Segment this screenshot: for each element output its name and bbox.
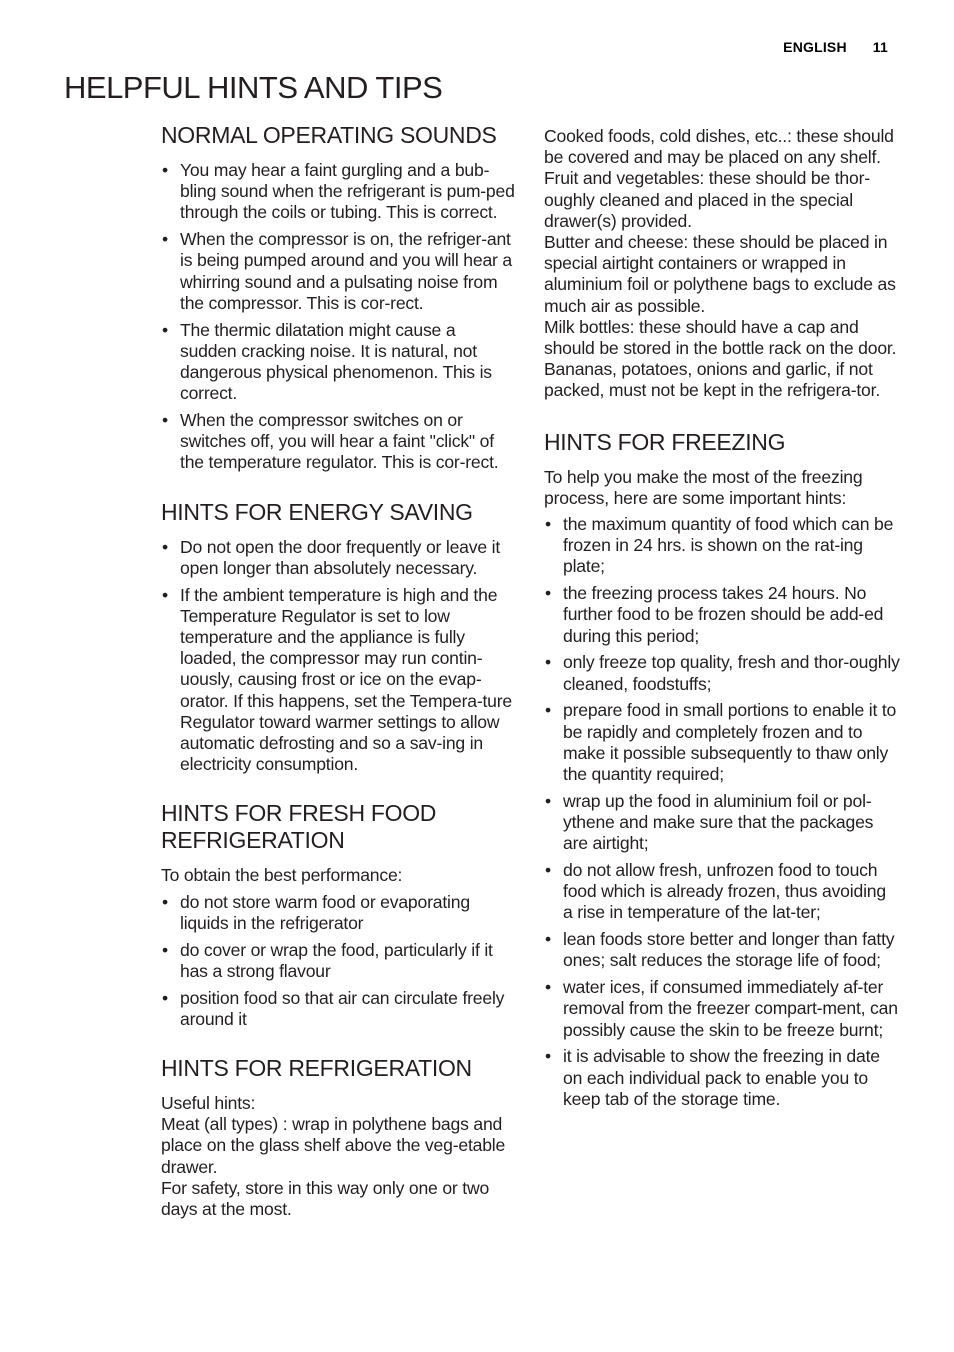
list-item: • lean foods store better and longer than fatty ones; salt reduces the storage life of food; — [544, 929, 900, 971]
paragraph: Butter and cheese: these should be placed in special airtight containers or wrapped in aluminium foil or polythene bags to exclude as much air as possible. — [544, 232, 896, 316]
section-normal-operating-sounds — [161, 122, 516, 474]
intro-text: To help you make the most of the freezing process, here are some important hints: — [544, 466, 863, 508]
section-freezing — [544, 429, 900, 1110]
list-item: • If the ambient temperature is high and the Temperature Regulator is set to low temperature and the appliance is fully loaded, the compressor may run contin-uously, causing frost or ice on the evap-orator. If this happens, set the Tempera-ture Regulator toward warmer settings to allow automatic defrosting and so a sav-ing in electricity consumption. — [161, 585, 516, 776]
section-heading: HINTS FOR REFRIGERATION — [161, 1055, 472, 1082]
bullet-list — [161, 537, 516, 776]
list-item: • position food so that air can circulate freely around it — [161, 988, 516, 1030]
list-item: • do cover or wrap the food, particularly if it has a strong flavour — [161, 940, 516, 982]
section-refrigeration — [161, 1055, 516, 1220]
list-item: • wrap up the food in aluminium foil or pol-ythene and make sure that the packages are airtight; — [544, 791, 900, 855]
bullet-list — [161, 892, 516, 1030]
list-item: • When the compressor switches on or switches off, you will hear a faint "click" of the temperature regulator. This is cor-rect. — [161, 410, 516, 474]
section-heading: HINTS FOR ENERGY SAVING — [161, 498, 473, 525]
list-item: • do not store warm food or evaporating liquids in the refrigerator — [161, 892, 516, 934]
paragraph: Fruit and vegetables: these should be thor-oughly cleaned and placed in the special drawer(s) provided. — [544, 168, 870, 231]
list-item: • When the compressor is on, the refriger-ant is being pumped around and you will hear a whirring sound and a pulsating noise from the compressor. This is cor-rect. — [161, 229, 516, 314]
bullet-list — [161, 160, 516, 474]
paragraph: Meat (all types) : wrap in polythene bags and place on the glass shelf above the veg-etable drawer. — [161, 1114, 506, 1177]
right-column — [544, 126, 900, 1116]
list-item: • The thermic dilatation might cause a sudden cracking noise. It is natural, not dangerous physical phenomenon. This is correct. — [161, 320, 516, 405]
bullet-list — [544, 514, 900, 1110]
intro-text: To obtain the best performance: — [161, 865, 403, 886]
list-item: • only freeze top quality, fresh and thor-oughly cleaned, foodstuffs; — [544, 652, 900, 694]
paragraph: Milk bottles: these should have a cap and should be stored in the bottle rack on the door. — [544, 316, 897, 359]
list-item: • You may hear a faint gurgling and a bub-bling sound when the refrigerant is pum-ped through the coils or tubing. This is correct. — [161, 160, 516, 224]
section-refrigeration-continued — [544, 126, 900, 402]
page-number: 11 — [872, 39, 888, 55]
list-item: • Do not open the door frequently or leave it open longer than absolutely necessary. — [161, 537, 516, 579]
list-item: • the freezing process takes 24 hours. No further food to be frozen should be add-ed during this period; — [544, 583, 900, 647]
list-item: • prepare food in small portions to enable it to be rapidly and completely frozen and to make it possible subsequently to thaw only the quantity required; — [544, 700, 900, 785]
page-header — [783, 39, 888, 55]
list-item: • do not allow fresh, unfrozen food to touch food which is already frozen, thus avoiding a rise in temperature of the lat-ter; — [544, 860, 900, 924]
section-energy-saving — [161, 499, 516, 776]
list-item: • water ices, if consumed immediately af-ter removal from the freezer compart-ment, can possibly cause the skin to be freeze burnt; — [544, 977, 900, 1041]
language-label: ENGLISH — [783, 39, 847, 55]
section-heading: HINTS FOR FRESH FOOD REFRIGERATION — [161, 800, 437, 854]
paragraph: Cooked foods, cold dishes, etc..: these should be covered and may be placed on any shelf. — [544, 126, 894, 168]
paragraph: For safety, store in this way only one or two days at the most. — [161, 1177, 490, 1220]
paragraph: Bananas, potatoes, onions and garlic, if not packed, must not be kept in the refrigera-tor. — [544, 359, 881, 401]
list-item: • it is advisable to show the freezing in date on each individual pack to enable you to keep tab of the storage time. — [544, 1046, 900, 1110]
section-fresh-food-refrigeration — [161, 800, 516, 1030]
section-heading: NORMAL OPERATING SOUNDS — [161, 122, 497, 148]
list-item: • the maximum quantity of food which can be frozen in 24 hrs. is shown on the rat-ing plate; — [544, 514, 900, 578]
page-title: HELPFUL HINTS AND TIPS — [64, 70, 443, 105]
left-column — [161, 122, 516, 1220]
section-heading: HINTS FOR FREEZING — [544, 428, 786, 455]
paragraph: Useful hints: — [161, 1093, 256, 1114]
